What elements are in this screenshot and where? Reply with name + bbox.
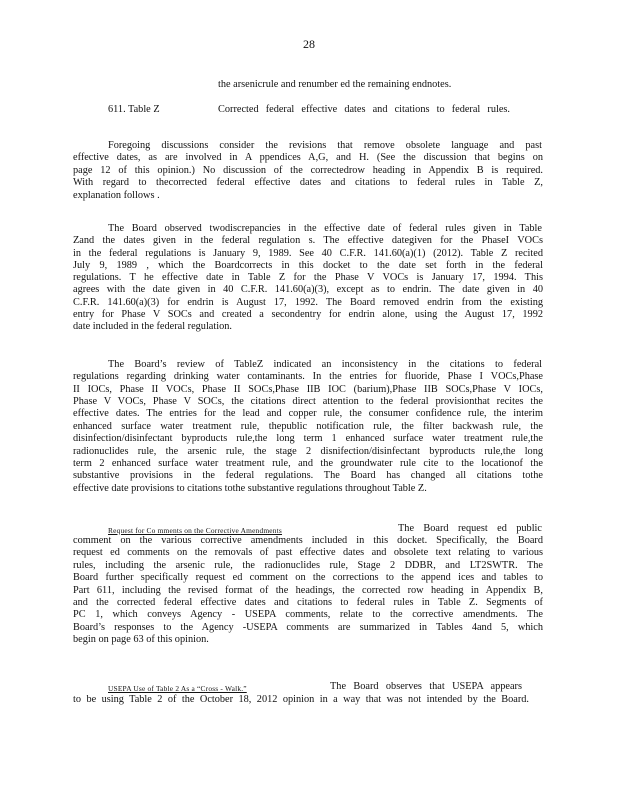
para4-line: comment on the various corrective amendments included in this docket. Specifically, the Board <box>73 535 543 546</box>
para3-line: term 2 enhanced surface water treatment rule, and the groundwater rule cite to the locationof the <box>73 458 543 469</box>
para2-line: The Board observed twodiscrepancies in the effective date of federal rules given in Table <box>108 223 542 234</box>
para2-line: in the federal regulations is January 9, 1989. See 40 C.F.R. 141.60(a)(1) (2012). Table Z recited <box>73 248 543 259</box>
para3-line: The Board’s review of TableZ indicated an inconsistency in the citations to federal <box>108 359 542 370</box>
para2-line: C.F.R. 141.60(a)(3) for endrin is August 17, 1992. The Board removed endrin from the existing <box>73 297 543 308</box>
para2-line: July 9, 1989 , which the Boardcorrects in this docket to the date set forth in the federal <box>73 260 543 271</box>
para4-line: request ed comments on the removals of past effective dates and obsolete text relating to various <box>73 547 543 558</box>
item-611-label: 611. Table Z <box>108 104 160 115</box>
para2-line: regulations. T he effective date in Table Z for the Phase V VOCs is January 17, 1994. This <box>73 272 543 283</box>
para4-heading: Request for Co mments on the Corrective Amendments <box>108 526 283 535</box>
para4-line: rules, including the arsenic rule, the radionuclides rule, Stage 2 DDBR, and LT2SWTR. The <box>73 560 543 571</box>
para4-first-line-rest: The Board request ed public <box>398 523 542 534</box>
para4-line: Board’s responses to the Agency -USEPA comments are summarized in Tables 4and 5, which <box>73 622 543 633</box>
para4-line: Board further specifically request ed comment on the corrections to the append ices and tables to <box>73 572 543 583</box>
top-line: the arsenicrule and renumber ed the remaining endnotes. <box>218 79 452 90</box>
para3-line: disinfection/disinfectant byproducts rule,the long term 1 enhanced surface water treatment rule,the <box>73 433 543 444</box>
para3-line: II IOCs, Phase II VOCs, Phase II SOCs,Phase IIB IOC (barium),Phase IIB SOCs,Phase V IOCs, <box>73 384 543 395</box>
para1-line: page 12 of this opinion.) No discussion of the correctedrow heading in Appendix B is required. <box>73 165 543 176</box>
para3-line: effective dates. The entries for the lead and copper rule, the consumer confidence rule, the interim <box>73 408 543 419</box>
para3-line: substantive provisions in the federal regulations. The Board has changed all citations tothe <box>73 470 543 481</box>
para5-line: to be using Table 2 of the October 18, 2012 opinion in a way that was not intended by the Board. <box>73 694 529 705</box>
para2-line: Zand the dates given in the federal regulation s. The effective dategiven for the PhaseI VOCs <box>73 235 543 246</box>
para2-line: date included in the federal regulation. <box>73 321 232 332</box>
para3-line: regulations regarding drinking water contaminants. In the entries for fluoride, Phase I VOCs,Phase <box>73 371 543 382</box>
page-number: 28 <box>303 37 315 51</box>
para2-line: entry for Phase V SOCs and created a secondentry for endrin alone, using the August 17, 1992 <box>73 309 543 320</box>
para1-line: With regard to thecorrected federal effective dates and citations to federal rules in Table Z, <box>73 177 543 188</box>
para3-line: Phase V VOCs, Phase V SOCs, the citations direct attention to the federal provisionthat recites the <box>73 396 543 407</box>
para1-line: effective dates, as are involved in A ppendices A,G, and H. (See the discussion that begins on <box>73 152 543 163</box>
para1-line: explanation follows . <box>73 190 160 201</box>
para2-line: agrees with the date given in 40 C.F.R. 141.60(a)(3), except as to endrin. The date given in 40 <box>73 284 543 295</box>
para4-line: begin on page 63 of this opinion. <box>73 634 209 645</box>
para1-line: Foregoing discussions consider the revisions that remove obsolete language and past <box>108 140 542 151</box>
para4-line: and the corrected federal effective dates and citations to federal rules in Table Z. Segments of <box>73 597 543 608</box>
item-611-text: Corrected federal effective dates and citations to federal rules. <box>218 104 510 115</box>
para4-line: PC 1, which conveys Agency - USEPA comments, relate to the corrective amendments. The <box>73 609 543 620</box>
para3-line: enhanced surface water treatment rule, thepublic notification rule, the filter backwash rule, the <box>73 421 543 432</box>
para5-first-line-rest: The Board observes that USEPA appears <box>330 681 522 692</box>
para3-line: radionuclides rule, the arsenic rule, the stage 2 disnifection/disinfectant byproducts rule,the long <box>73 446 543 457</box>
para3-line: effective date provisions to citations tothe substantive regulations throughout Table Z. <box>73 483 427 494</box>
para4-line: Part 611, including the revised format of the headings, the corrected row heading in Appendix B, <box>73 585 543 596</box>
para5-heading: USEPA Use of Table 2 As a “Cross - Walk.” <box>108 684 247 693</box>
